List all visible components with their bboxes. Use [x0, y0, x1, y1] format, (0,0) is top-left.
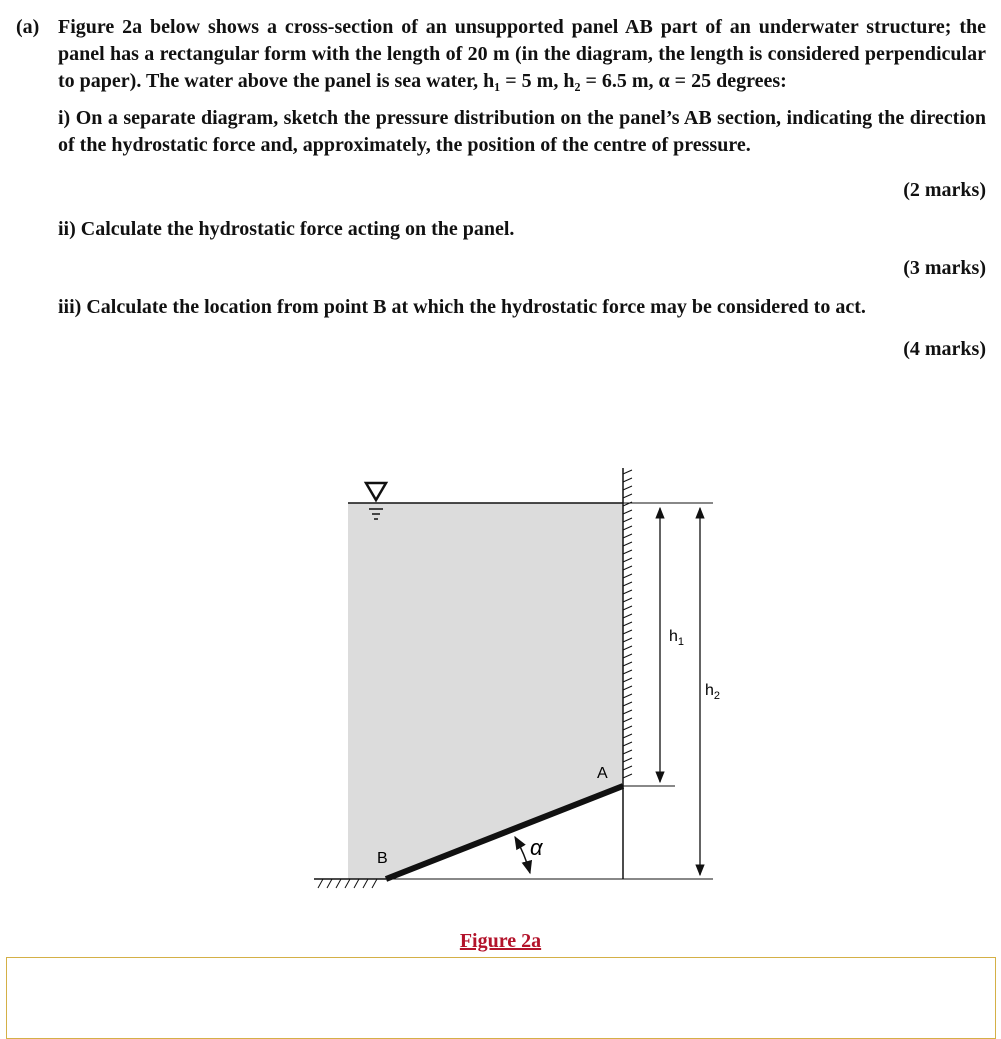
- part-i-marks: (2 marks): [903, 179, 986, 201]
- part-i-text: i) On a separate diagram, sketch the pressure distribution on the panel’s AB section, indicating the direction of the hydrostatic force and, approximately, the position of the centre of pressure.: [58, 107, 986, 156]
- figure-caption: Figure 2a: [459, 930, 542, 952]
- answer-box[interactable]: [6, 957, 996, 1039]
- water-region: [348, 503, 623, 879]
- label-h1: [669, 628, 684, 648]
- question-block: [16, 14, 986, 363]
- part-ii-marks: (3 marks): [903, 257, 986, 279]
- part-iii-text: iii) Calculate the location from point B at which the hydrostatic force may be considered to act.: [58, 296, 866, 318]
- label-h2: [705, 682, 720, 702]
- label-alpha: α: [530, 835, 543, 860]
- question-intro: Figure 2a below shows a cross-section of an unsupported panel AB part of an underwater structure; the panel has a rectangular form with the length of 20 m (in the diagram, the length is considered perpendicular to paper). The water above the panel is sea water, h₁ = 5 m, h₂ = 6.5 m, α = 25 degrees:: [58, 16, 986, 92]
- figure-2a-diagram: [300, 468, 730, 898]
- label-h1-main: h: [669, 628, 678, 645]
- angle-alpha-arc: [515, 837, 530, 873]
- wall-hatching-icon: [623, 470, 632, 778]
- ground-hatching-icon: [318, 879, 377, 888]
- label-h2-main: h: [705, 682, 714, 699]
- label-h2-sub: 2: [713, 690, 721, 702]
- label-a: A: [597, 765, 608, 782]
- label-b: B: [377, 850, 388, 867]
- question-intro-row: [16, 14, 986, 95]
- part-iii-marks: (4 marks): [903, 338, 986, 360]
- question-label: (a): [16, 16, 40, 38]
- label-h1-sub: 1: [677, 636, 685, 648]
- part-ii-text: ii) Calculate the hydrostatic force acting on the panel.: [58, 218, 515, 240]
